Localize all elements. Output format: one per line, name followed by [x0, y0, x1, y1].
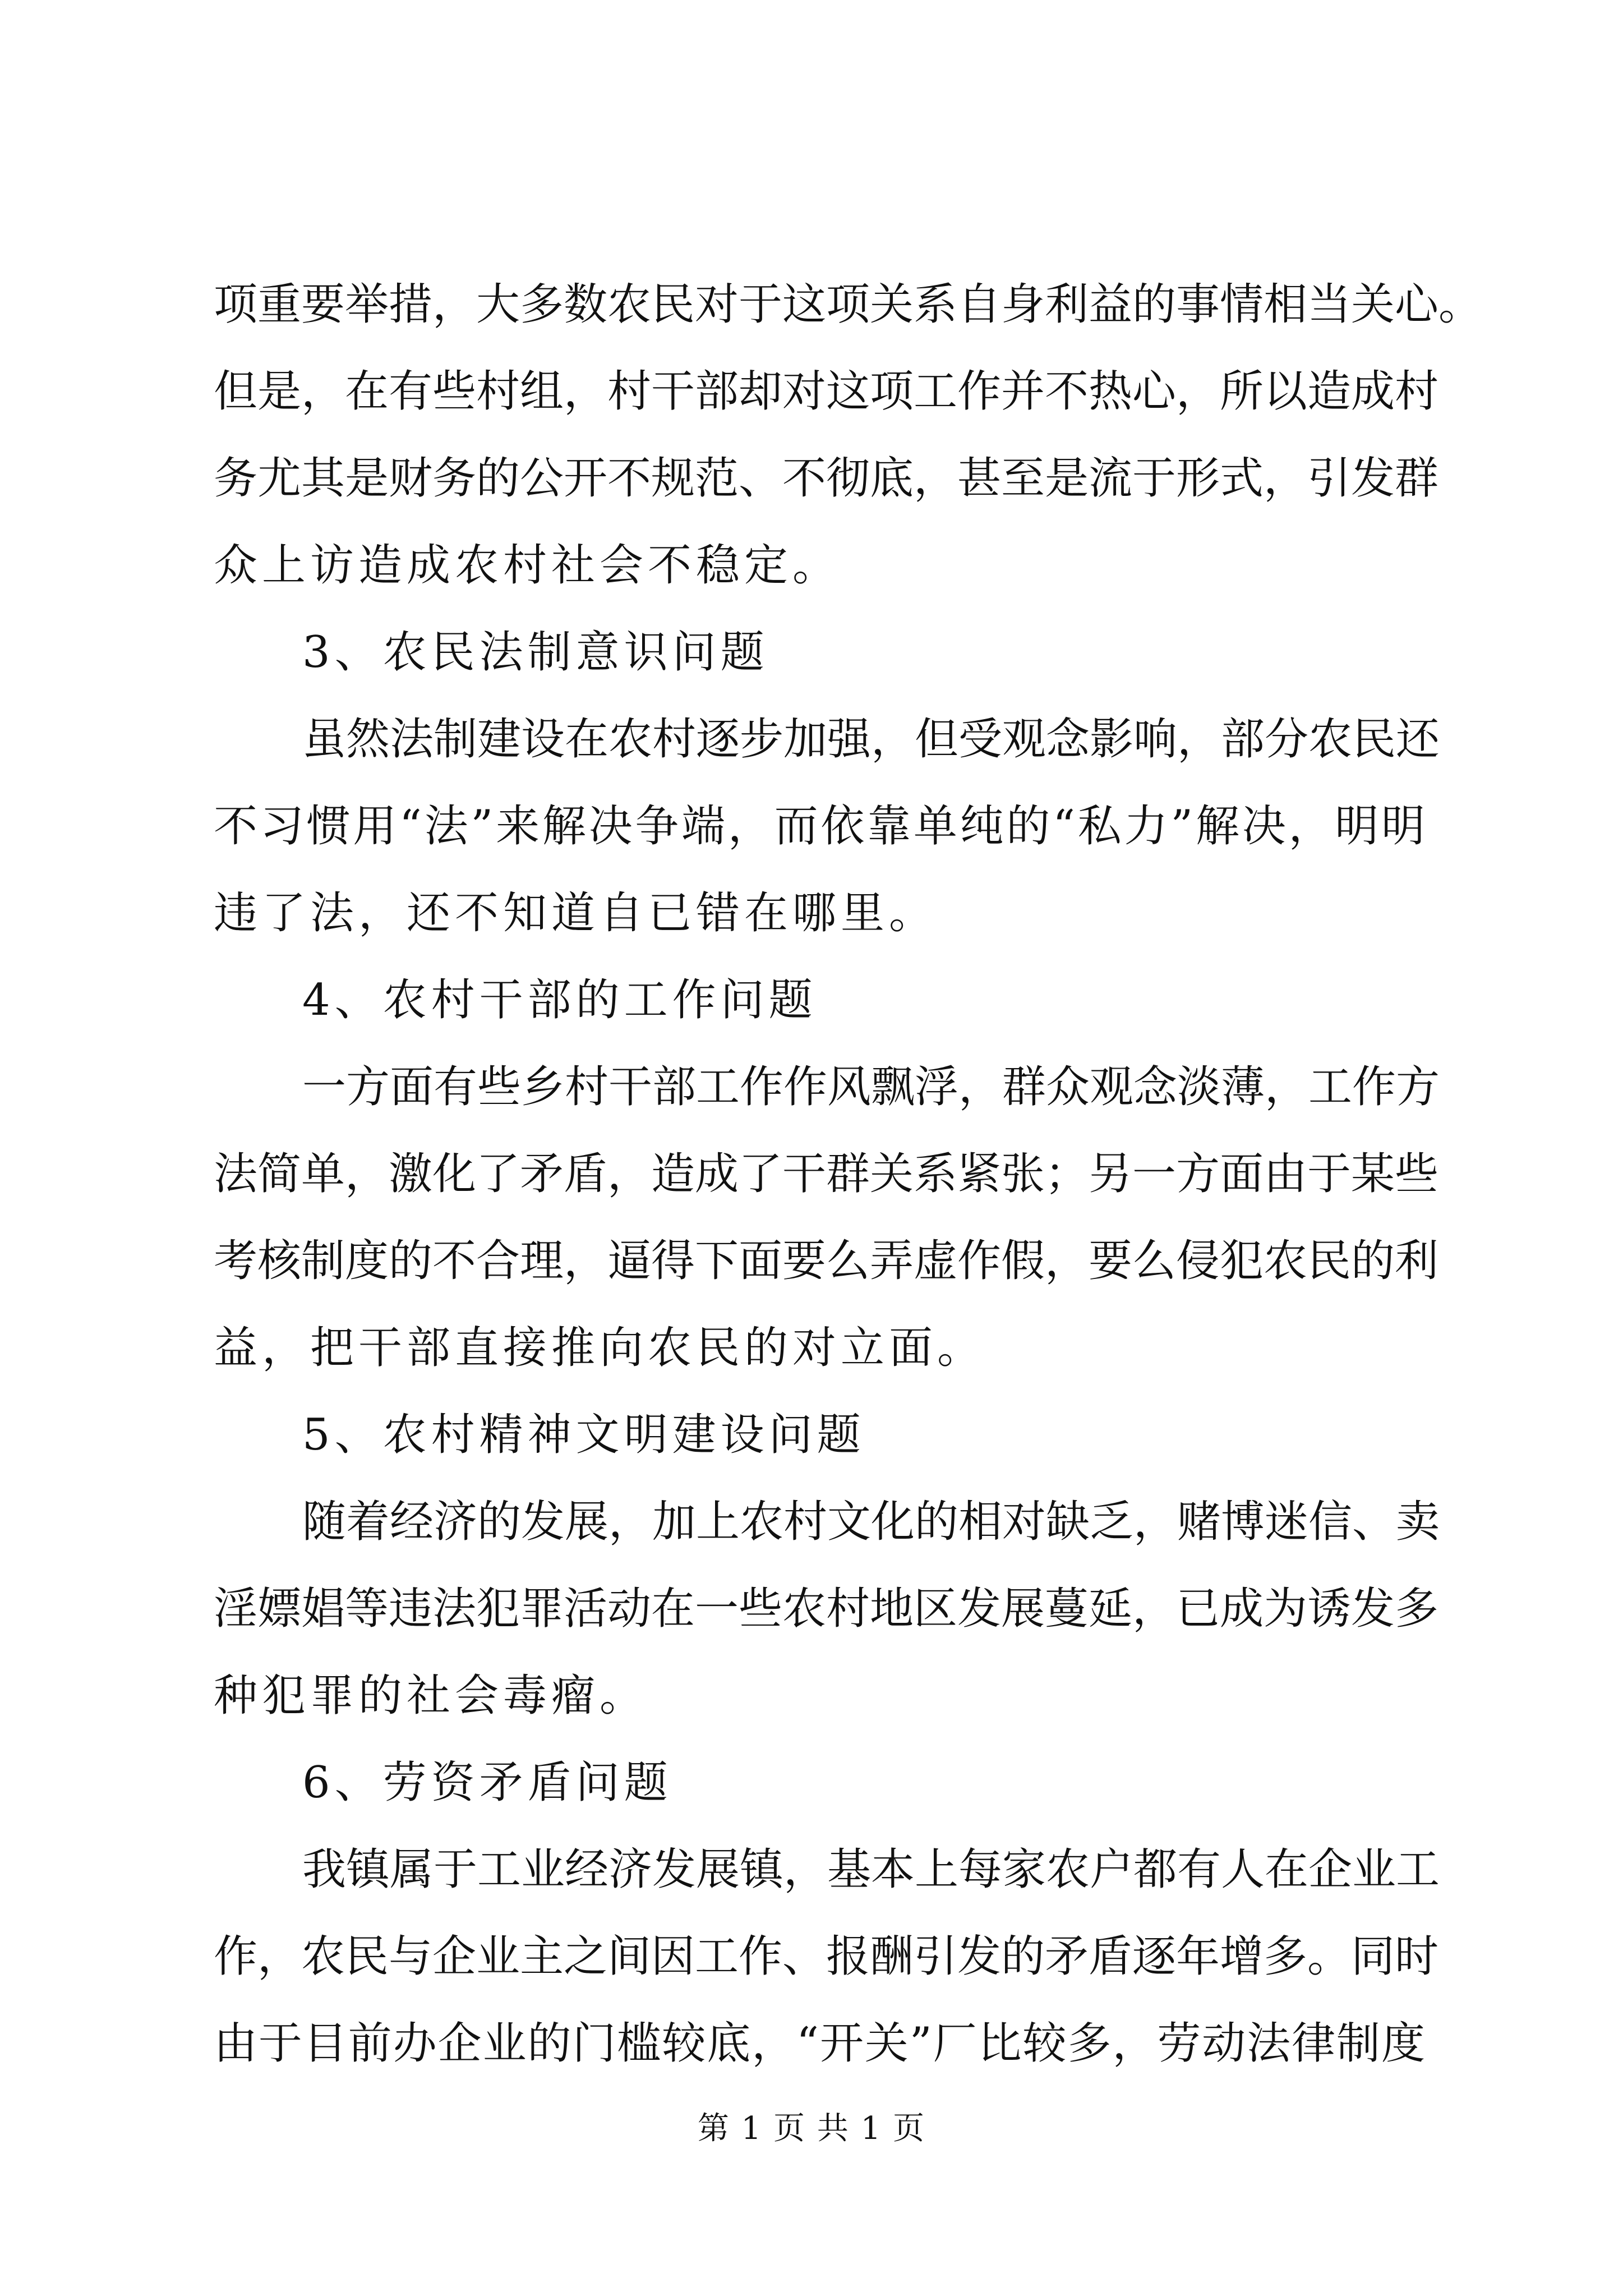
paragraph-line: 作，农民与企业主之间因工作、报酬引发的矛盾逐年增多。同时: [214, 1931, 1439, 1982]
section-heading: 5、农村精神文明建设问题: [302, 1410, 865, 1460]
paragraph-line: 随着经济的发展，加上农村文化的相对缺乏，赌博迷信、卖: [302, 1497, 1440, 1547]
paragraph-line: 不习惯用“法”来解决争端，而依靠单纯的“私力”解决，明明: [214, 801, 1425, 852]
section-heading: 6、劳资矛盾问题: [302, 1757, 672, 1808]
paragraph-line: 种犯罪的社会毒瘤。: [214, 1671, 648, 1721]
paragraph-line: 项重要举措，大多数农民对于这项关系自身利益的事情相当关心。: [214, 279, 1483, 330]
paragraph-line: 我镇属于工业经济发展镇，基本上每家农户都有人在企业工: [302, 1844, 1440, 1895]
paragraph-line: 但是，在有些村组，村干部却对这项工作并不热心，所以造成村: [214, 366, 1439, 417]
paragraph-line: 一方面有些乡村干部工作作风飘浮，群众观念淡薄，工作方: [302, 1062, 1440, 1112]
paragraph-line: 益，把干部直接推向农民的对立面。: [214, 1323, 986, 1373]
document-body: [214, 261, 1483, 2087]
paragraph-line: 违了法，还不知道自已错在哪里。: [214, 888, 938, 938]
paragraph-line: 由于目前办企业的门槛较底，“开关”厂比较多，劳动法律制度: [214, 2018, 1425, 2069]
paragraph-line: 众上访造成农村社会不稳定。: [214, 540, 841, 591]
section-heading: 4、农村干部的工作问题: [302, 975, 817, 1025]
paragraph-line: 考核制度的不合理，逼得下面要么弄虚作假，要么侵犯农民的利: [214, 1236, 1439, 1286]
paragraph-line: 法简单，激化了矛盾，造成了干群关系紧张；另一方面由于某些: [214, 1149, 1439, 1199]
paragraph-line: 务尤其是财务的公开不规范、不彻底，甚至是流于形式，引发群: [214, 453, 1439, 504]
section-heading: 3、农民法制意识问题: [302, 627, 769, 678]
page-footer: 第 1 页 共 1 页: [697, 2110, 926, 2147]
paragraph-line: 虽然法制建设在农村逐步加强，但受观念影响，部分农民还: [302, 714, 1440, 765]
paragraph-line: 淫嫖娼等违法犯罪活动在一些农村地区发展蔓延，已成为诱发多: [214, 1584, 1439, 1634]
